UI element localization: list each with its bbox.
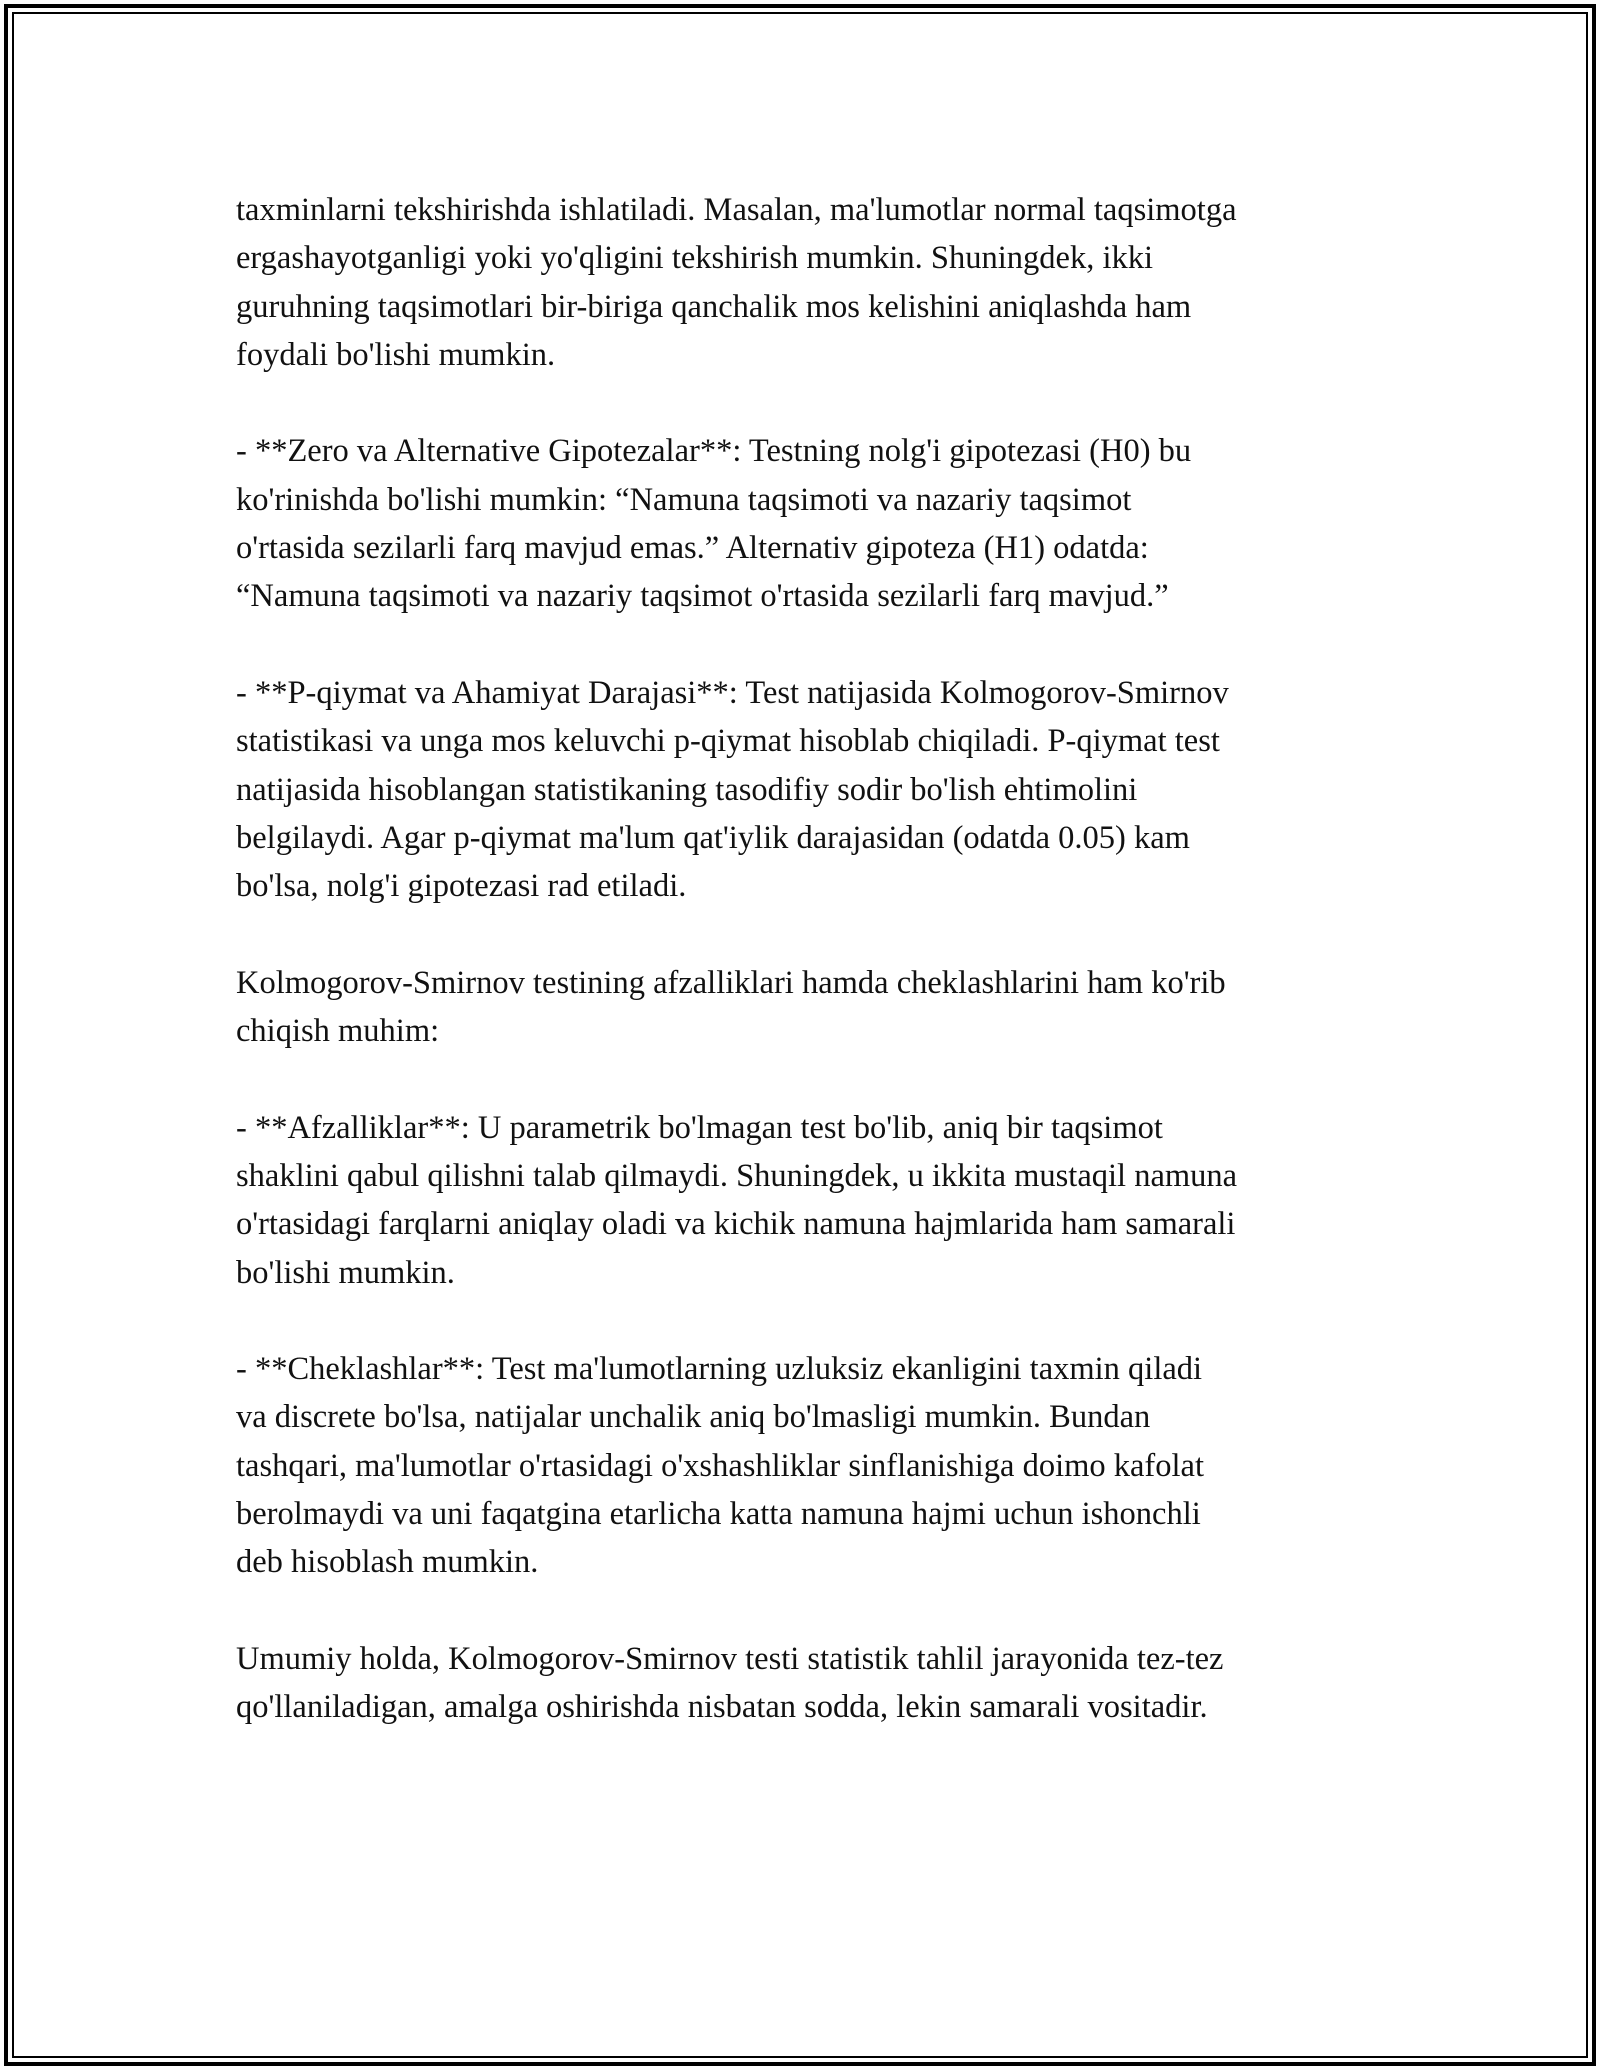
paragraph-pros-cons-intro: Kolmogorov-Smirnov testining afzalliklari hamda cheklashlarini ham ko'rib chiqish muhim: [236,964,1226,1050]
paragraph-intro-continuation: taxminlarni tekshirishda ishlatiladi. Masalan, ma'lumotlar normal taqsimotga ergashayotganligi yoki yo'qligini tekshirish mumkin. Shuningdek, ikki guruhning taqsimotlari bir-biriga qanchalik mos kelishini aniqlashda ham foydali bo'lishi mumkin. [236,192,1237,373]
paragraph-limitations: - **Cheklashlar**: Test ma'lumotlarning uzluksiz ekanligini taxmin qiladi va discrete bo'lsa, natijalar unchalik aniq bo'lmasligi mumkin. Bundan tashqari, ma'lumotlar o'rtasidagi o'xshashliklar sinflanishiga doimo kafolat berolmaydi va uni faqatgina etarlicha katta namuna hajmi uchun ishonchli deb hisoblash mumkin. [236,1351,1204,1581]
paragraph-advantages: - **Afzalliklar**: U parametrik bo'lmagan test bo'lib, aniq bir taqsimot shaklini qabul qilishni talab qilmaydi. Shuningdek, u ikkita mustaqil namuna o'rtasidagi farqlarni aniqlay oladi va kichik namuna hajmlarida ham samarali bo'lishi mumkin. [236,1109,1238,1291]
paragraph-conclusion: Umumiy holda, Kolmogorov-Smirnov testi statistik tahlil jarayonida tez-tez qo'llaniladigan, amalga oshirishda nisbatan sodda, lekin samarali vositadir. [236,1640,1224,1726]
document-body [236,186,1376,1780]
paragraph-p-value: - **P-qiymat va Ahamiyat Darajasi**: Test natijasida Kolmogorov-Smirnov statistikasi va unga mos keluvchi p-qiymat hisoblab chiqiladi. P-qiymat test natijasida hisoblangan statistikaning tasodifiy sodir bo'lish ehtimolini belgilaydi. Agar p-qiymat ma'lum qat'iylik darajasidan (odatda 0.05) kam bo'lsa, nolg'i gipotezasi rad etiladi. [236,674,1229,905]
paragraph-hypotheses: - **Zero va Alternative Gipotezalar**: Testning nolg'i gipotezasi (H0) bu ko'rinishda bo'lishi mumkin: “Namuna taqsimoti va nazariy taqsimot o'rtasida sezilarli farq mavjud emas.” Alternativ gipoteza (H1) odatda: “Namuna taqsimoti va nazariy taqsimot o'rtasida sezilarli farq mavjud.” [236,433,1192,615]
